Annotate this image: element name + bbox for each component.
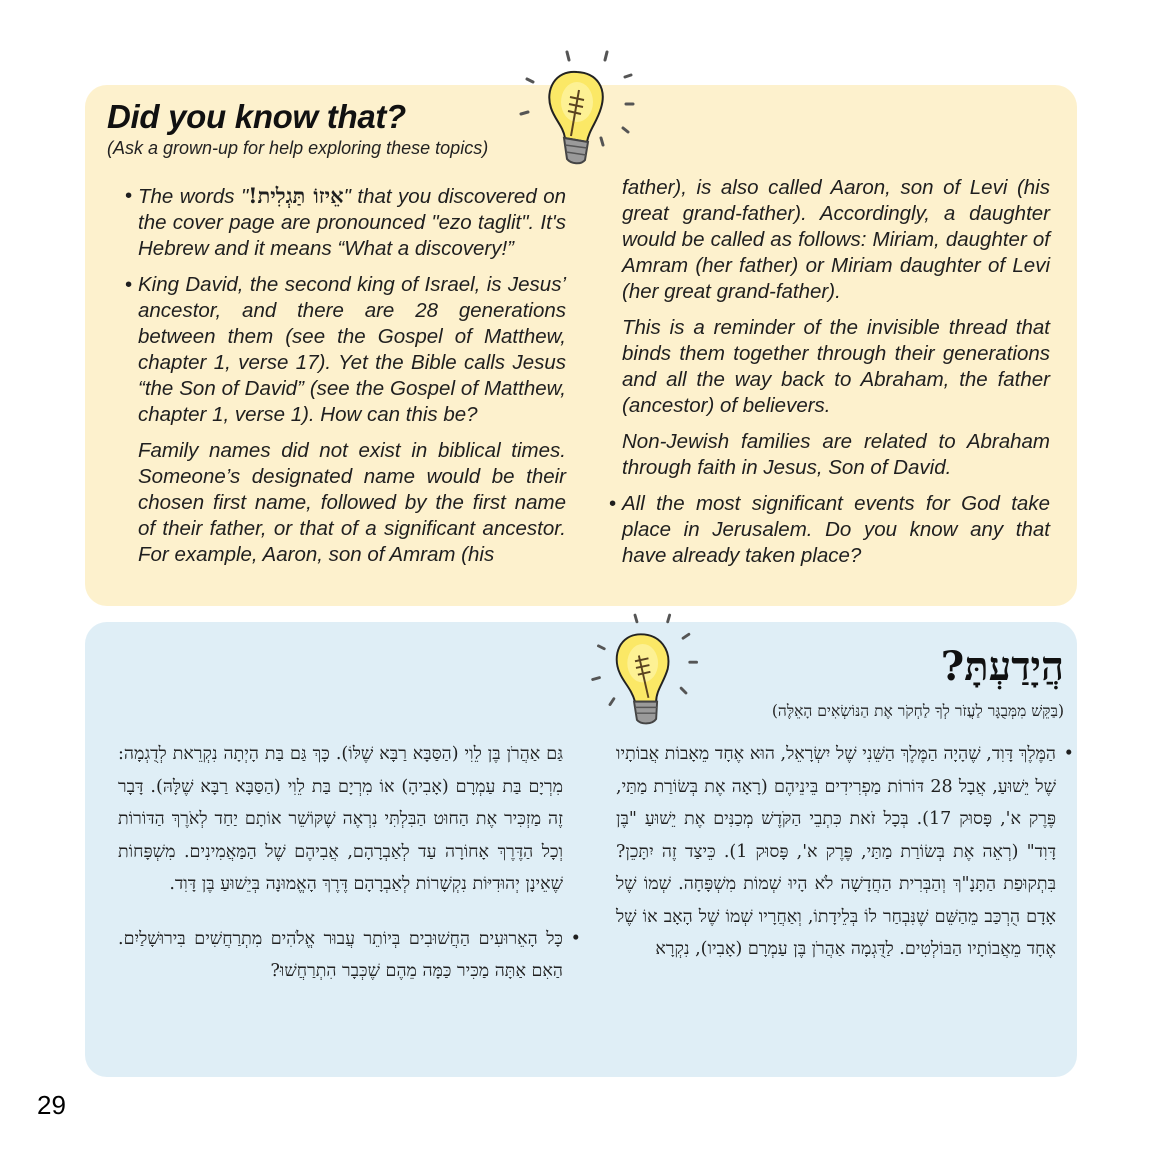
english-left-column xyxy=(138,183,566,578)
lightbulb-icon xyxy=(585,605,710,730)
hebrew-left-column xyxy=(118,738,563,988)
panel-title-hebrew: הֲיָדַעְתָּ? xyxy=(940,643,1064,690)
paragraph-invisible-thread: This is a reminder of the invisible thread that binds them together through their generations and all the way back to Abraham, the father (ancestor) of believers. xyxy=(622,316,1050,417)
page-number: 29 xyxy=(37,1090,66,1120)
panel-subtitle: (Ask a grown-up for help exploring these topics) xyxy=(107,138,489,158)
panel-subtitle-hebrew: (בַּקֵּשׁ מִמְּבֻגָּר לַעֲזֹר לְךָ לַחְקֹר אֶת הַנּוֹשְׂאִים הָאֵלֶּה) xyxy=(771,702,1064,720)
paragraph-naming-hebrew: גַּם אַהֲרֹן בֶּן לֵוִי (הַסַּבָּא רַבָּא שֶׁלּוֹ). כָּךְ גַּם בַּת הָיְתָה נִקְרֵאת לְדֻגְמָה: מִרְיָם בַּת עַמְרָם (אָבִיהָ) אוֹ מִרְיָם בַּת לֵוִי (הַסַּבָּא רַבָּא שֶׁלָּהּ). דָּבָר זֶה מַזְכִּיר אֶת הַחוּט הַבִּלְתִּי נִרְאֶה שֶׁקּוֹשֵׁר אוֹתָם יַחַד לְאֹרֶךְ הַדּוֹרוֹת וְכָל הַדֶּרֶךְ אָחוֹרָה עַד לְאַבְרָהָם, אֲבִיהֶם שֶׁל הַמַּאֲמִינִים. מִשְׁפָּחוֹת שֶׁאֵינָן יְהוּדִיּוֹת נִקְשָׁרוֹת לְאַבְרָהָם דֶּרֶךְ הָאֱמוּנָה בְּיֵשׁוּעַ בֶּן דָּוִד. xyxy=(118,744,563,894)
panel-title: Did you know that? xyxy=(107,98,406,135)
fact-item-hebrew-words: • The words "אֵיזוֹ תַּגְלִית!" that you discovered on the cover page are pronounced "ezo taglit". It's Hebrew and it means “What a discovery!” xyxy=(138,183,566,262)
paragraph-non-jewish-families: Non-Jewish families are related to Abraham through faith in Jesus, Son of David. xyxy=(622,430,1050,479)
lightbulb-icon xyxy=(515,42,645,167)
hebrew-right-column xyxy=(616,738,1056,966)
paragraph-family-names: Family names did not exist in biblical times. Someone’s designated name would be their chosen first name, followed by the first name of their father, or that of a significant ancestor. For example, Aaron, son of Amram (his xyxy=(138,439,566,566)
spacer xyxy=(118,901,563,923)
fact-item-jerusalem: • All the most significant events for God take place in Jerusalem. Do you know any that have already taken place? xyxy=(622,491,1050,569)
english-right-column xyxy=(622,175,1050,579)
fact-item-king-david-hebrew: • הַמֶּלֶךְ דָּוִד, שֶׁהָיָה הַמֶּלֶךְ הַשֵּׁנִי שֶׁל יִשְׂרָאֵל, הוּא אֶחָד מֵאָבוֹת אֲבוֹתָיו שֶׁל יֵשׁוּעַ, אֲבָל 28 דּוֹרוֹת מַפְרִידִים בֵּינֵיהֶם (רָאָה אֶת בְּשׂוֹרַת מַתַּי, פֶּרֶק א', פָּסוּק 17). בְּכָל זֹאת כִּתְבֵי הַקֹּדֶשׁ מְכַנִּים אֶת יֵשׁוּעַ "בֶּן דָּוִד" (רְאֵה אֶת בְּשׂוֹרַת מַתַּי, פֶּרֶק א', פָּסוּק 1). כֵּיצַד זֶה יִתָּכֵן? בִּתְקוּפַת הַתָּנָ"ךְ וְהַבְּרִית הַחֲדָשָׁה לֹא הָיוּ שְׁמוֹת מִשְׁפָּחָה. שְׁמוֹ שֶׁל אָדָם הֻרְכַּב מֵהַשֵּׁם שֶׁנִּבְחַר לוֹ בְּלֵידָתוֹ, וְאַחֲרָיו שְׁמוֹ שֶׁל הָאָב אוֹ שֶׁל אֶחָד מֵאֲבוֹתָיו הַבּוֹלְטִים. לַדֻּגְמָה אַהֲרֹן בֶּן עַמְרָם (אָבִיו), נִקְרָא xyxy=(616,738,1056,966)
fact-item-jerusalem-hebrew: • כָּל הָאֵרוּעִים הַחֲשׁוּבִים בְּיוֹתֵר עֲבוּר אֱלֹהִים מִתְרַחֲשִׁים בִּירוּשָׁלַיִם. הַאִם אַתָּה מַכִּיר כַּמָּה מֵהֶם שֶׁכְּבָר הִתְרַחֲשׁוּ? xyxy=(118,923,563,988)
hebrew-phrase: אֵיזוֹ תַּגְלִית! xyxy=(248,183,344,208)
fact-item-king-david: • King David, the second king of Israel, is Jesus’ ancestor, and there are 28 generations between them (see the Gospel of Matthew, chapter 1, verse 17). Yet the Bible calls Jesus “the Son of David” (see the Gospel of Matthew, chapter 1, verse 1). How can this be? xyxy=(138,272,566,428)
paragraph-naming-example: father), is also called Aaron, son of Levi (his great grand-father). Accordingly, a daughter would be called as follows: Miriam, daughter of Amram (her father) or Miriam daughter of Levi (her great grand-father). xyxy=(622,176,1050,303)
